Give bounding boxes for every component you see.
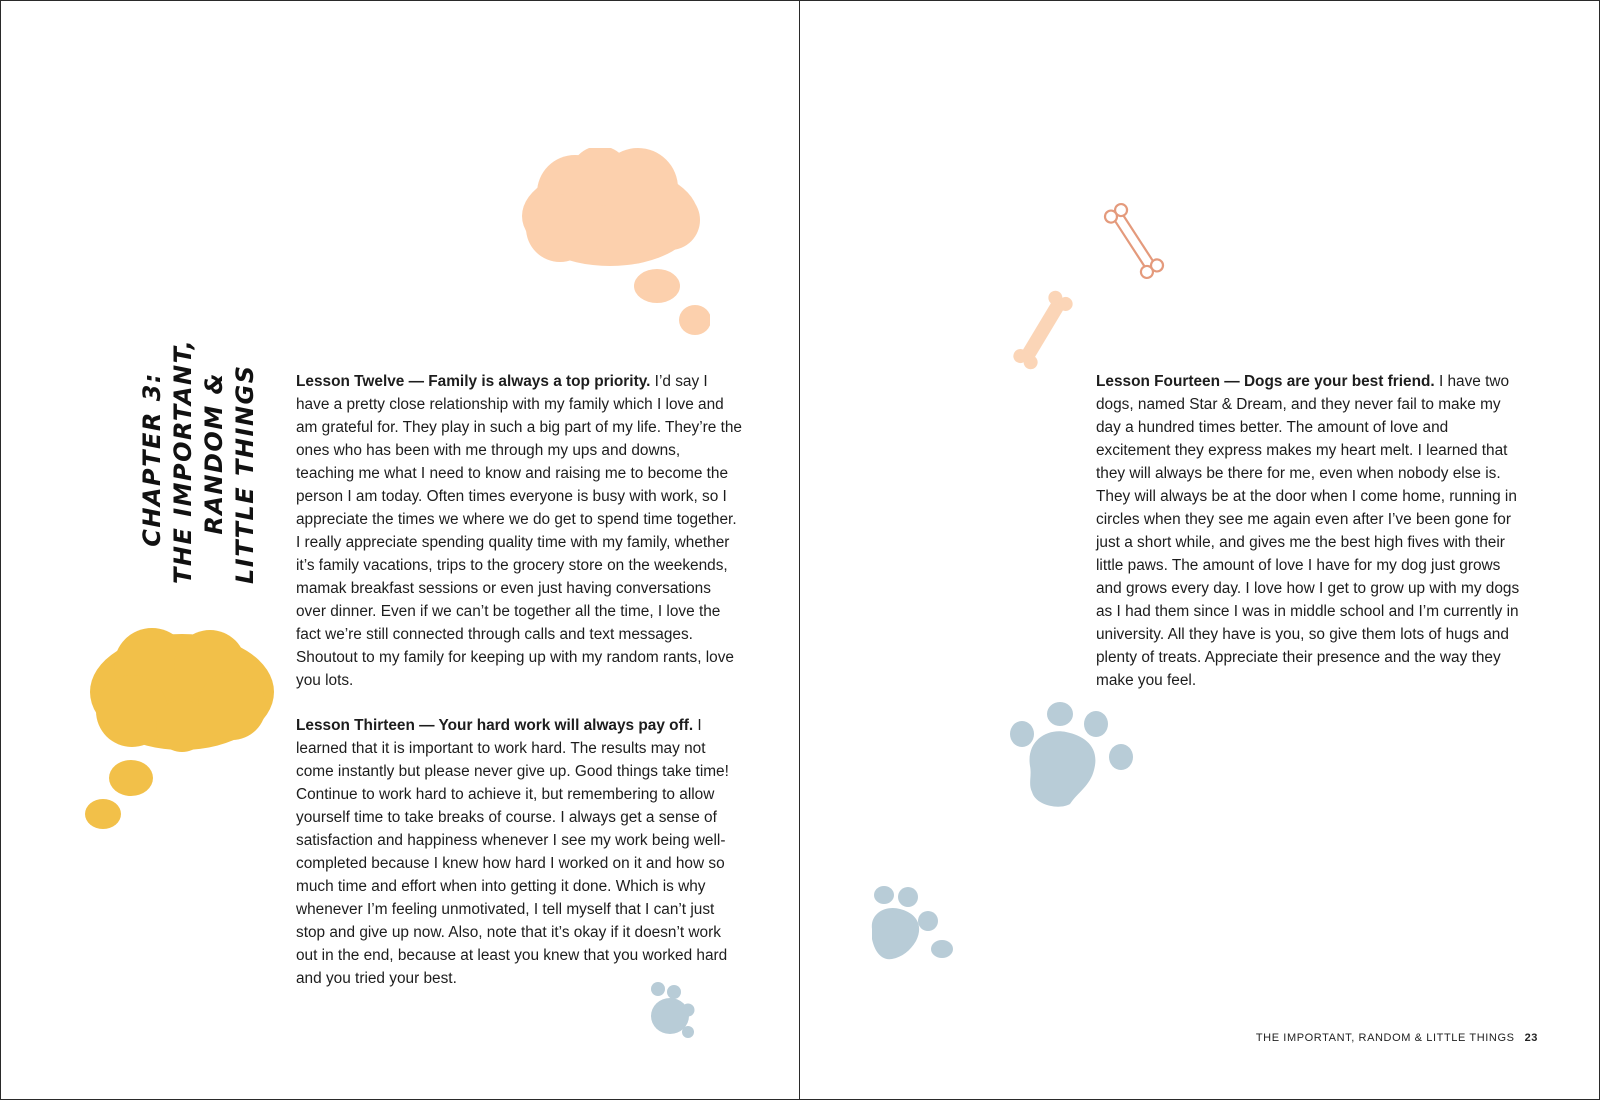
book-spine-divider — [799, 0, 800, 1100]
lesson-heading: Lesson Thirteen — Your hard work will always pay off. — [296, 717, 694, 734]
lesson-fourteen-paragraph — [1096, 370, 1526, 692]
chapter-title-line: RANDOM & — [200, 372, 228, 535]
paw-print-icon — [866, 885, 956, 965]
lesson-heading: Lesson Twelve — Family is always a top priority. — [296, 373, 651, 390]
chapter-title — [137, 338, 281, 584]
lesson-body: I’d say I have a pretty close relationship with my family which I love and am grateful for. They play in such a big part of my life. They’re the ones who has been with me through my ups and downs, teaching me what I need to know and raising me to become the person I am today. Often times everyone is busy with work, so I appreciate the times we where we do get to spend time together. I really appreciate spending quality time with my family, whether it’s family vacations, trips to the grocery store on the weekends, mamak breakfast sessions or even just having conversations over dinner. Even if we can’t be together all the time, I love the fact we’re still connected through calls and text messages. Shoutout to my family for keeping up with my random rants, love you lots. — [296, 373, 742, 689]
chapter-title-line: LITTLE THINGS — [231, 364, 259, 584]
thought-cloud-icon — [82, 626, 278, 832]
chapter-title-line: CHAPTER 3: — [138, 372, 166, 547]
lesson-thirteen-paragraph — [296, 714, 742, 990]
page-number: 23 — [1524, 1032, 1538, 1044]
running-title: THE IMPORTANT, RANDOM & LITTLE THINGS — [1255, 1032, 1515, 1044]
page-footer — [1256, 1032, 1538, 1044]
chapter-title-line: THE IMPORTANT, — [169, 338, 197, 584]
bone-icon — [1100, 196, 1168, 286]
paw-print-icon — [1008, 700, 1136, 808]
bone-icon — [1010, 285, 1076, 375]
thought-cloud-icon — [520, 148, 710, 343]
lesson-body: I learned that it is important to work hard. The results may not come instantly but please never give up. Good things take time! Continue to work hard to achieve it, but remembering to allow yourself time to take breaks of course. I always get a sense of satisfaction and happiness whenever I see my work being well-completed because I knew how hard I worked on it and how so much time and effort when into getting it done. Which is why whenever I’m feeling unmotivated, I tell myself that I can’t just stop and give up now. Also, note that it’s okay if it doesn’t work out in the end, because at least you knew that you worked hard and you tried your best. — [296, 717, 729, 987]
lesson-heading: Lesson Fourteen — Dogs are your best friend. — [1096, 373, 1435, 390]
lesson-twelve-paragraph — [296, 370, 742, 692]
lesson-body: I have two dogs, named Star & Dream, and they never fail to make my day a hundred times better. The amount of love and excitement they express makes my heart melt. I learned that they will always be there for me, even when nobody else is. They will always be at the door when I come home, running in circles when they see me again even after I’ve been gone for just a short while, and gives me the best high fives with their little paws. The amount of love I have for my dog just grows and grows every day. I love how I get to grow up with my dogs as I had them since I was in middle school and I’m currently in university. All they have is you, so give them lots of hugs and plenty of treats. Appreciate their presence and the way they make you feel. — [1096, 373, 1520, 689]
